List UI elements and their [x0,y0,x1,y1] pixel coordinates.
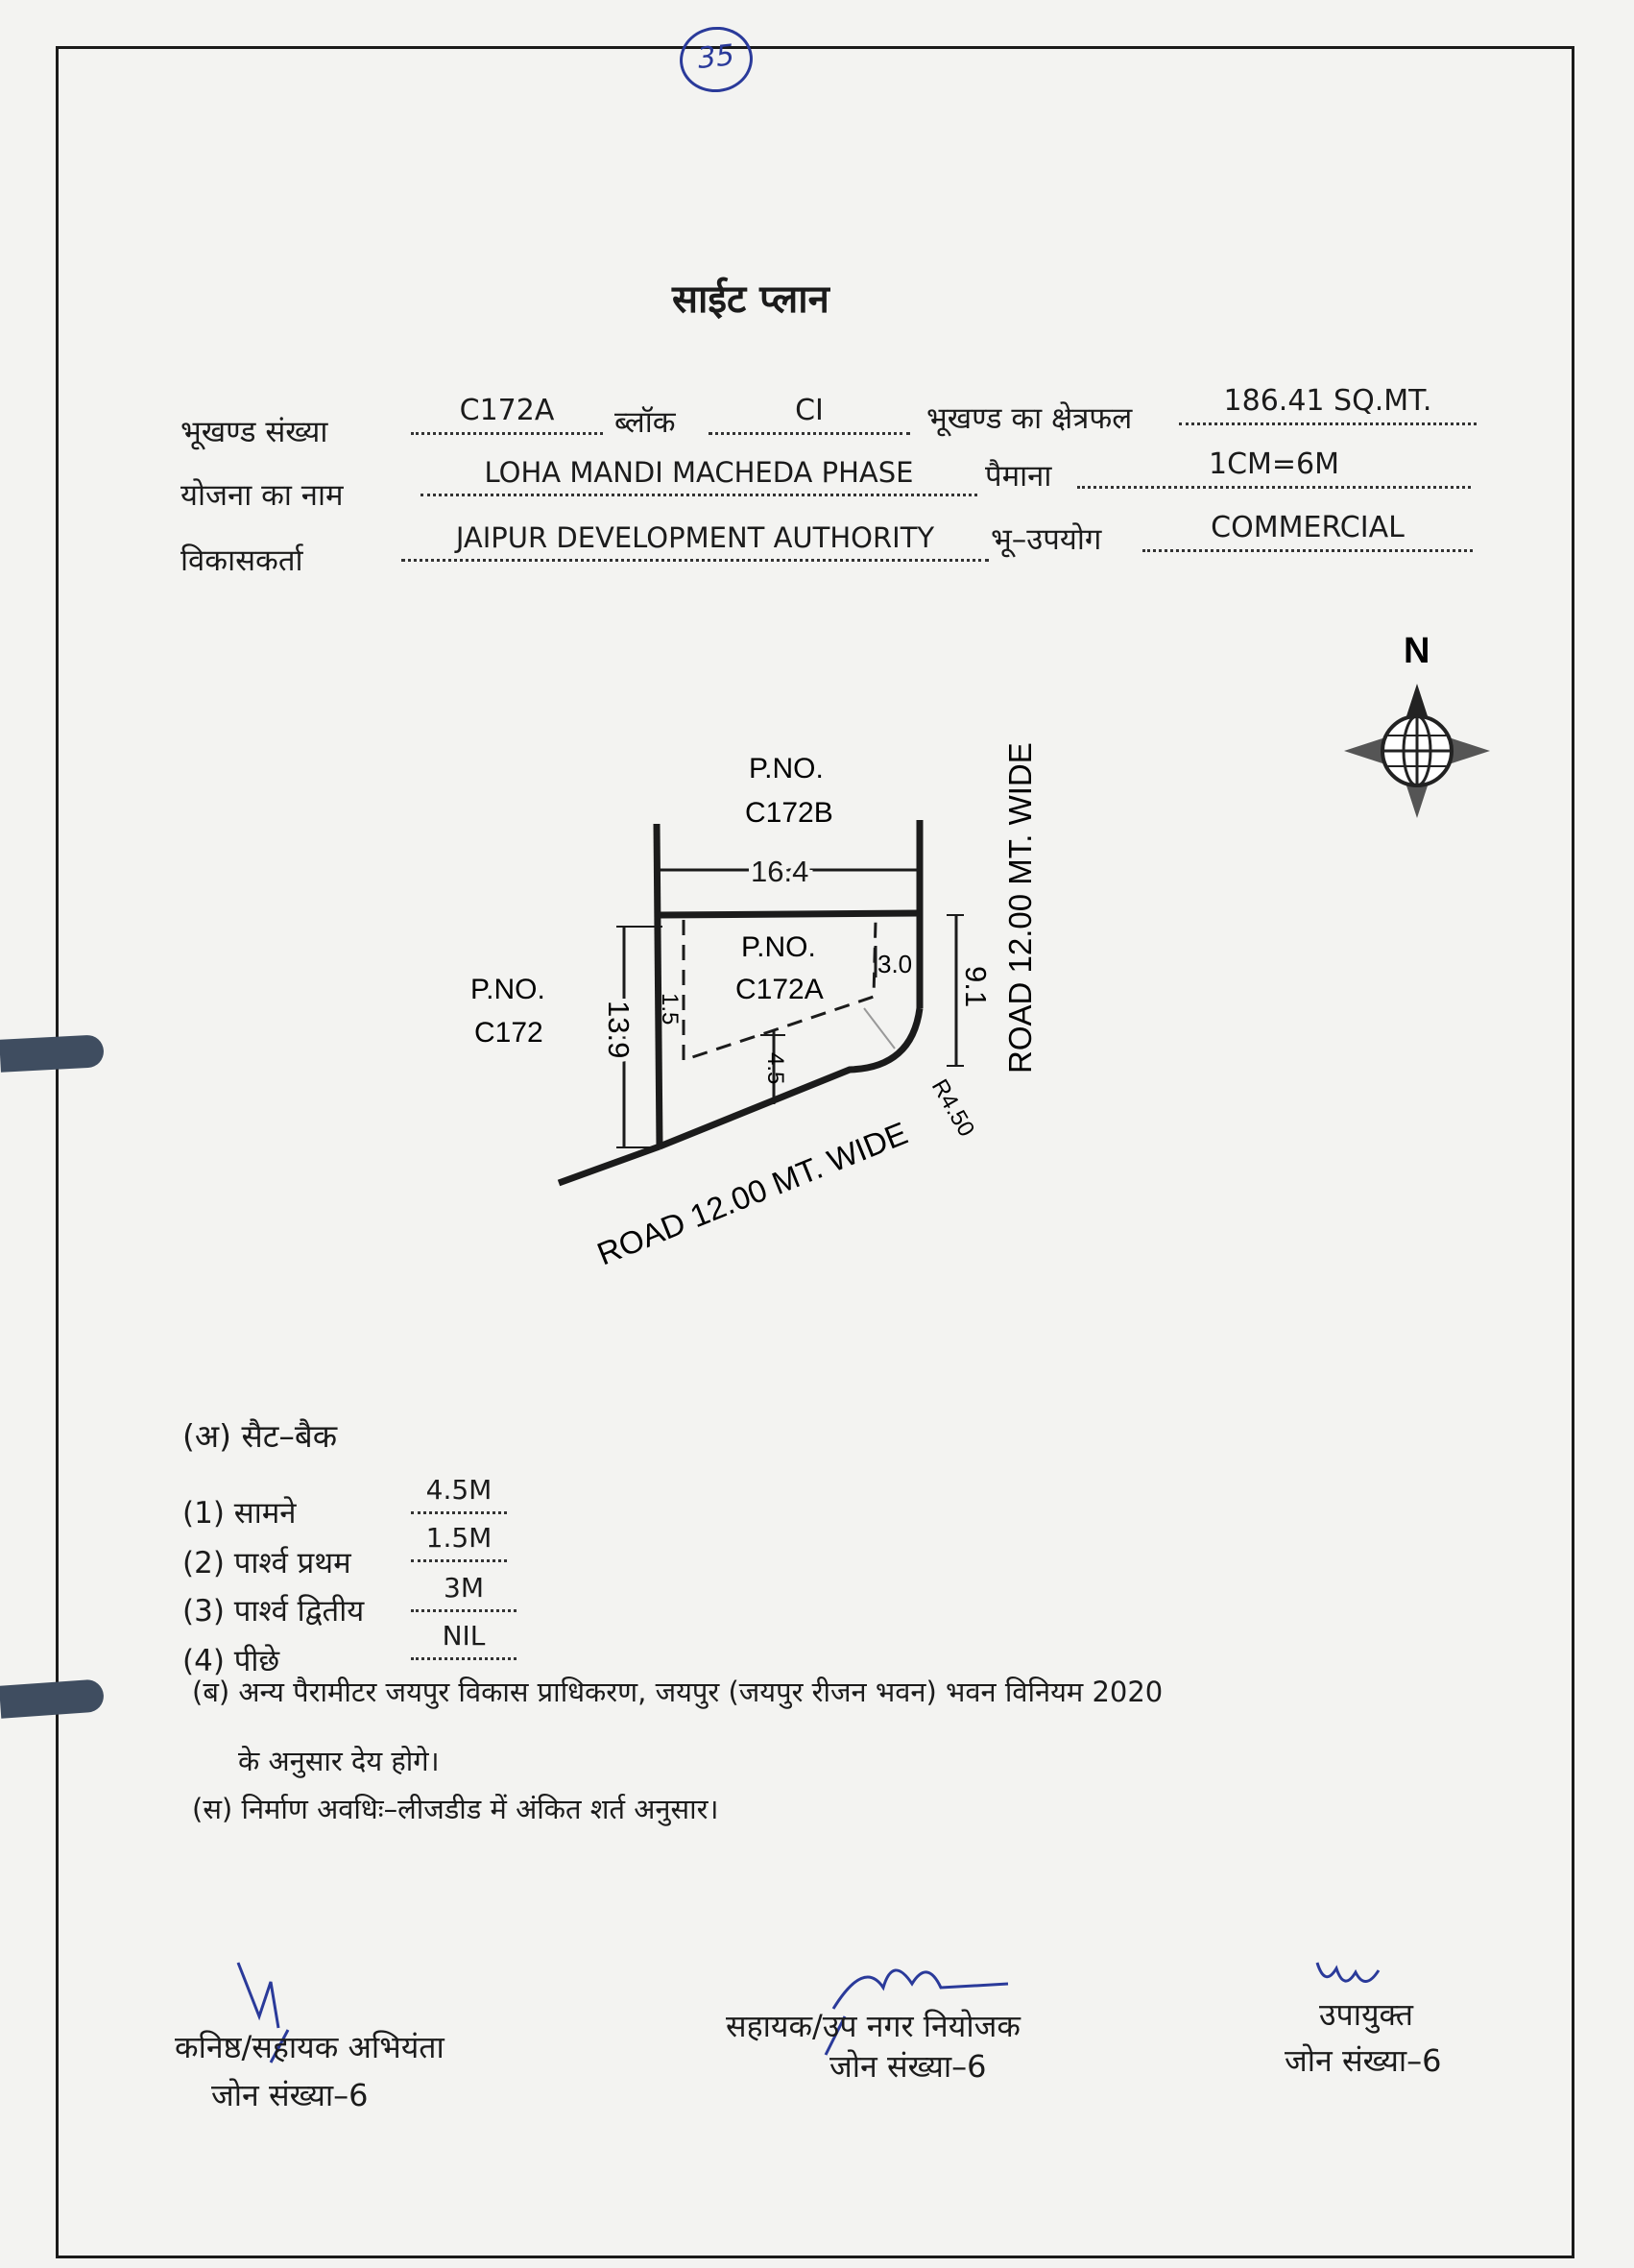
setback-value-front: 4.5M [411,1473,507,1514]
landuse-label: भू–उपयोग [991,522,1102,557]
setback-label-front: (1) सामने [182,1496,297,1531]
area-value: 186.41 SQ.MT. [1179,384,1477,425]
block-value: CI [709,394,910,435]
west-plot-pno: P.NO. [470,974,545,1005]
landuse-value: COMMERCIAL [1142,511,1473,552]
setback-value-side2: 3M [411,1571,517,1612]
scheme-label: योजना का नाम [180,478,344,513]
setback-value-rear: NIL [411,1619,517,1660]
setback-value-side1: 1.5M [411,1521,507,1562]
setback-side1-label: 1.5 [657,993,683,1025]
west-plot-id: C172 [474,1017,543,1049]
signature-mid-zone: जोन संख्या–6 [829,2048,987,2085]
signature-mid-title: सहायक/उप नगर नियोजक [726,2008,1021,2044]
setback-side2-label: 3.0 [877,950,913,978]
area-label: भूखण्ड का क्षेत्रफल [926,401,1133,436]
dimension-right: 9.1 [959,966,993,1008]
developer-value: JAIPUR DEVELOPMENT AUTHORITY [401,520,989,562]
setback-front-label: 4.5 [762,1052,788,1085]
setback-label-side1: (2) पार्श्व प्रथम [182,1546,351,1580]
dimension-left: 13.9 [602,1001,636,1059]
setbacks-heading: (अ) सैट–बैक [182,1417,338,1455]
signature-right-zone: जोन संख्या–6 [1285,2042,1442,2079]
plot-number-label: भूखण्ड संख्या [180,415,328,449]
north-plot-pno: P.NO. [749,753,824,784]
setback-label-rear: (4) पीछे [182,1644,280,1678]
compass-rose [1344,631,1490,818]
corner-radius-label: R4.50 [925,1074,980,1142]
signature-left-zone: जोन संख्या–6 [211,2077,369,2113]
note-b-line2: के अनुसार देय होगे। [238,1745,440,1777]
this-plot-pno: P.NO. [741,931,816,963]
page-number-stamp: 35 [677,23,757,96]
plot-number-value: C172A [411,394,603,435]
road-east-label: ROAD 12.00 MT. WIDE [1002,742,1038,1074]
developer-label: विकासकर्ता [180,543,303,578]
compass-north-label: N [1404,631,1430,671]
north-plot-id: C172B [745,797,833,829]
signature-right-title: उपायुक्त [1319,1996,1413,2033]
scheme-value: LOHA MANDI MACHEDA PHASE [421,455,977,496]
document-title: साईट प्लान [672,277,829,322]
signature-left-title: कनिष्ठ/सहायक अभियंता [175,2029,445,2065]
scale-label: पैमाना [985,459,1052,494]
dimension-top: 16.4 [751,855,809,888]
road-south-label: ROAD 12.00 MT. WIDE [591,1115,913,1272]
note-c-line: (स) निर्माण अवधिः–लीजडीड में अंकित शर्त अनुसार। [192,1793,719,1825]
note-b-line1: (ब) अन्य पैरामीटर जयपुर विकास प्राधिकरण, जयपुर (जयपुर रीजन भवन) भवन विनियम 2020 [192,1676,1164,1708]
block-label: ब्लॉक [614,405,676,440]
setback-label-side2: (3) पार्श्व द्वितीय [182,1594,365,1629]
this-plot-id: C172A [735,974,824,1005]
scale-value: 1CM=6M [1077,447,1471,489]
